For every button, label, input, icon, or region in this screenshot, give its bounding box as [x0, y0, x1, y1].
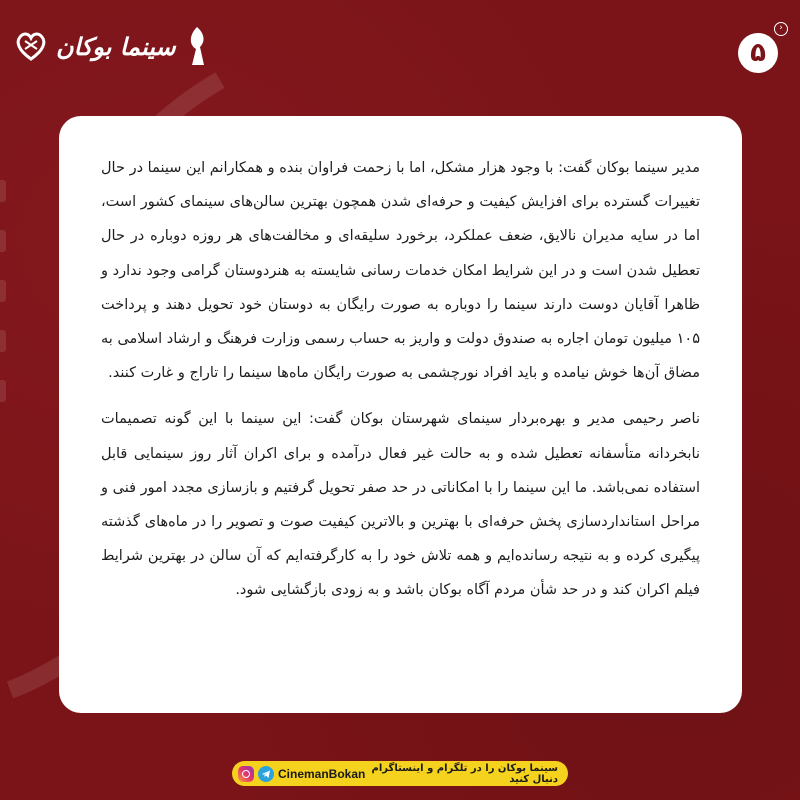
page-number: ۵ [750, 38, 766, 68]
article-card [59, 116, 742, 713]
telegram-icon[interactable] [258, 766, 274, 782]
instagram-icon[interactable] [238, 766, 254, 782]
social-footer[interactable] [232, 761, 568, 786]
page-number-badge [738, 33, 778, 73]
social-handle: CinemanBokan [278, 766, 366, 781]
brand-name: سینما بوکان [56, 31, 176, 61]
heart-film-icon [14, 29, 48, 63]
follow-text: سینما بوکان را در تلگرام و اینستاگرام دنبال کنید [371, 762, 558, 785]
social-icons [238, 766, 365, 782]
article-paragraph-1: مدیر سینما بوکان گفت: با وجود هزار مشکل، اما با زحمت فراوان بنده و همکارانم این سینما در حال تغییرات گسترده برای افزایش کیفیت و حرفه‌ای شدن همچون بهترین سالن‌های سینمای کشور است، اما در سایه مدیران نالایق، ضعف عملکرد، برخورد سلیقه‌ای و مخالفت‌های هر روزه دوباره در حال تعطیل شدن است و در این شرایط امکان خدمات رسانی شایسته به هنردوستان گرامی وجود ندارد و ظاهرا آقایان دوست دارند سینما را دوباره به صورت رایگان به دوستان خود تحویل دهند و پرداخت ۱۰۵ میلیون تومان اجاره به صندوق دولت و واریز به حساب رسمی وزارت فرهنگ و ارشاد اسلامی به مضاق آن‌ها خوش نیامده و باید افراد نورچشمی به صورت رایگان ماه‌ها سینما را تاراج و غارت کنند. [101, 160, 700, 382]
brand-logo [14, 24, 210, 68]
article-paragraph-2: ناصر رحیمی مدیر و بهره‌بردار سینمای شهرستان بوکان گفت: این سینما با این گونه تصمیمات نابخردانه متأسفانه تعطیل شده و به حالت غیر فعال درآمده و برای اکران آثار روز سینمایی قابل استفاده نمی‌باشد. ما این سینما را با امکاناتی در حد صفر تحویل گرفتیم و بازسازی مجدد امور فنی و مراحل استانداردسازی پخش حرفه‌ای با بهترین و بالاترین کیفیت صوت و تصویر را در ماه‌های گذشته پیگیری کرده و به نتیجه رسانده‌ایم و همه تلاش خود را به کارگرفته‌ایم که آن سالن در بهترین شرایط فیلم اکران کند و در حد شأن مردم آگاه بوکان باشد و به زودی بازگشایی شود. [101, 411, 700, 599]
next-arrow-icon[interactable]: › [774, 22, 788, 36]
simorgh-emblem-icon [184, 25, 210, 67]
